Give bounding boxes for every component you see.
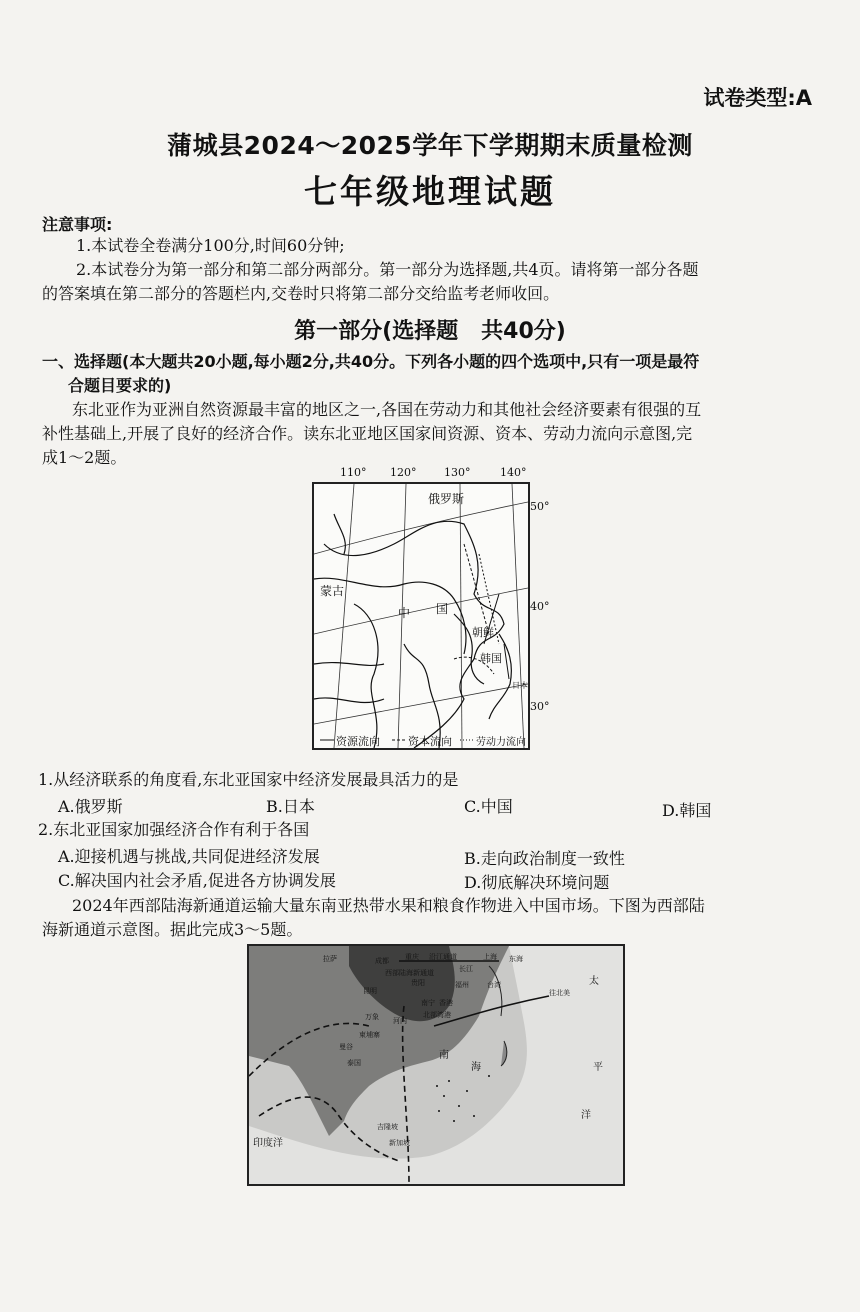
label-nanning: 南宁 <box>421 999 435 1007</box>
legend-labor: 劳动力流向 <box>476 737 526 748</box>
label-japan: 日本 <box>512 681 528 690</box>
label-jilongpo: 吉隆坡 <box>377 1123 398 1131</box>
western-land-sea-corridor-map <box>247 944 625 1186</box>
northeast-asia-map-svg <box>314 484 528 748</box>
label-beibuwan: 北部湾港 <box>423 1011 451 1019</box>
question-1-option-a: A.俄罗斯 <box>58 797 123 816</box>
label-xianggang: 香港 <box>439 999 453 1007</box>
lon-120: 120° <box>390 466 417 479</box>
intro1-line3: 成1～2题。 <box>42 448 127 467</box>
question-2-option-b: B.走向政治制度一致性 <box>464 849 625 868</box>
exam-type: 试卷类型:A <box>703 86 812 110</box>
question-1-option-d: D.韩国 <box>662 801 712 820</box>
label-lasa: 拉萨 <box>323 955 337 963</box>
question-2-option-a: A.迎接机遇与挑战,共同促进经济发展 <box>58 847 320 866</box>
part1-instruction-line2: 合题目要求的) <box>68 376 172 395</box>
label-jianpuzhai: 柬埔寨 <box>359 1031 380 1039</box>
label-wangbeimei: 往北美 <box>549 989 570 997</box>
label-donghai: 东海 <box>509 955 523 963</box>
label-guiyang: 贵阳 <box>411 979 425 987</box>
notice-item-1: 1.本试卷全卷满分100分,时间60分钟; <box>76 236 345 255</box>
notice-item-2: 2.本试卷分为第一部分和第二部分两部分。第一部分为选择题,共4页。请将第一部分各题 <box>76 260 699 279</box>
label-chengdu: 成都 <box>375 957 389 965</box>
lat-30: 30° <box>530 700 550 713</box>
intro1-line1: 东北亚作为亚洲自然资源最丰富的地区之一,各国在劳动力和其他社会经济要素有很强的互 <box>72 400 702 419</box>
label-henei: 河内 <box>393 1017 407 1025</box>
label-russia: 俄罗斯 <box>428 492 465 506</box>
label-mongolia: 蒙古 <box>320 584 345 598</box>
label-nanhai-1: 南 <box>439 1050 449 1061</box>
lat-50: 50° <box>530 500 550 513</box>
label-chongqing: 重庆 <box>405 953 419 961</box>
lon-140: 140° <box>500 466 527 479</box>
legend-resource: 资源流向 <box>336 735 380 748</box>
western-land-sea-corridor-map-svg <box>249 946 623 1184</box>
notice-heading: 注意事项: <box>42 215 113 234</box>
lon-130: 130° <box>444 466 471 479</box>
part1-instruction <box>42 350 832 398</box>
label-wanxiang: 万象 <box>365 1013 379 1021</box>
part1-instruction-line1: 一、选择题(本大题共20小题,每小题2分,共40分。下列各小题的四个选项中,只有一项是最符 <box>42 352 700 371</box>
label-korea-n: 朝鲜 <box>472 626 494 639</box>
notice-item-2-cont: 的答案填在第二部分的答题栏内,交卷时只将第二部分交给监考老师收回。 <box>42 284 560 303</box>
label-taiwan: 台湾 <box>487 981 501 989</box>
label-mangu: 曼谷 <box>339 1043 353 1051</box>
label-taipingyang-2: 平 <box>593 1062 603 1073</box>
northeast-asia-map <box>312 482 530 750</box>
label-taipingyang-3: 洋 <box>581 1110 591 1121</box>
label-china-1: 中 <box>398 606 411 620</box>
legend-capital: 资本流向 <box>408 735 452 748</box>
question-2-option-d: D.彻底解决环境问题 <box>464 873 610 892</box>
exam-subtitle: 七年级地理试题 <box>304 172 556 211</box>
part1-heading: 第一部分(选择题 共40分) <box>294 319 566 344</box>
lon-110: 110° <box>340 466 367 479</box>
question-2-stem: 2.东北亚国家加强经济合作有利于各国 <box>38 820 310 839</box>
intro2-line1: 2024年西部陆海新通道运输大量东南亚热带水果和粮食作物进入中国市场。下图为西部陆 <box>72 896 705 915</box>
lat-40: 40° <box>530 600 550 613</box>
label-china-2: 国 <box>436 602 449 616</box>
label-fuzhou: 福州 <box>455 981 469 989</box>
label-nanhai-2: 海 <box>471 1062 481 1073</box>
label-korea-s: 韩国 <box>480 652 502 665</box>
label-yindu: 印度洋 <box>253 1138 283 1149</box>
question-1-option-c: C.中国 <box>464 797 513 816</box>
label-changjiang: 长江 <box>459 965 473 973</box>
label-xinjiapo: 新加坡 <box>389 1139 410 1147</box>
label-tai: 泰国 <box>347 1059 361 1067</box>
intro2-line2: 海新通道示意图。据此完成3～5题。 <box>42 920 303 939</box>
label-yanjiang: 沿江通道 <box>429 953 457 961</box>
label-taipingyang-1: 太 <box>589 976 599 987</box>
intro1-line2: 补性基础上,开展了良好的经济合作。读东北亚地区国家间资源、资本、劳动力流向示意图,完 <box>42 424 693 443</box>
label-xibu: 西部陆海新通道 <box>385 969 434 977</box>
label-shanghai: 上海 <box>483 953 497 961</box>
exam-title: 蒲城县2024～2025学年下学期期末质量检测 <box>167 131 693 160</box>
label-kunming: 昆明 <box>363 987 377 995</box>
question-1-option-b: B.日本 <box>266 797 315 816</box>
question-2-option-c: C.解决国内社会矛盾,促进各方协调发展 <box>58 871 336 890</box>
question-1-stem: 1.从经济联系的角度看,东北亚国家中经济发展最具活力的是 <box>38 770 459 789</box>
